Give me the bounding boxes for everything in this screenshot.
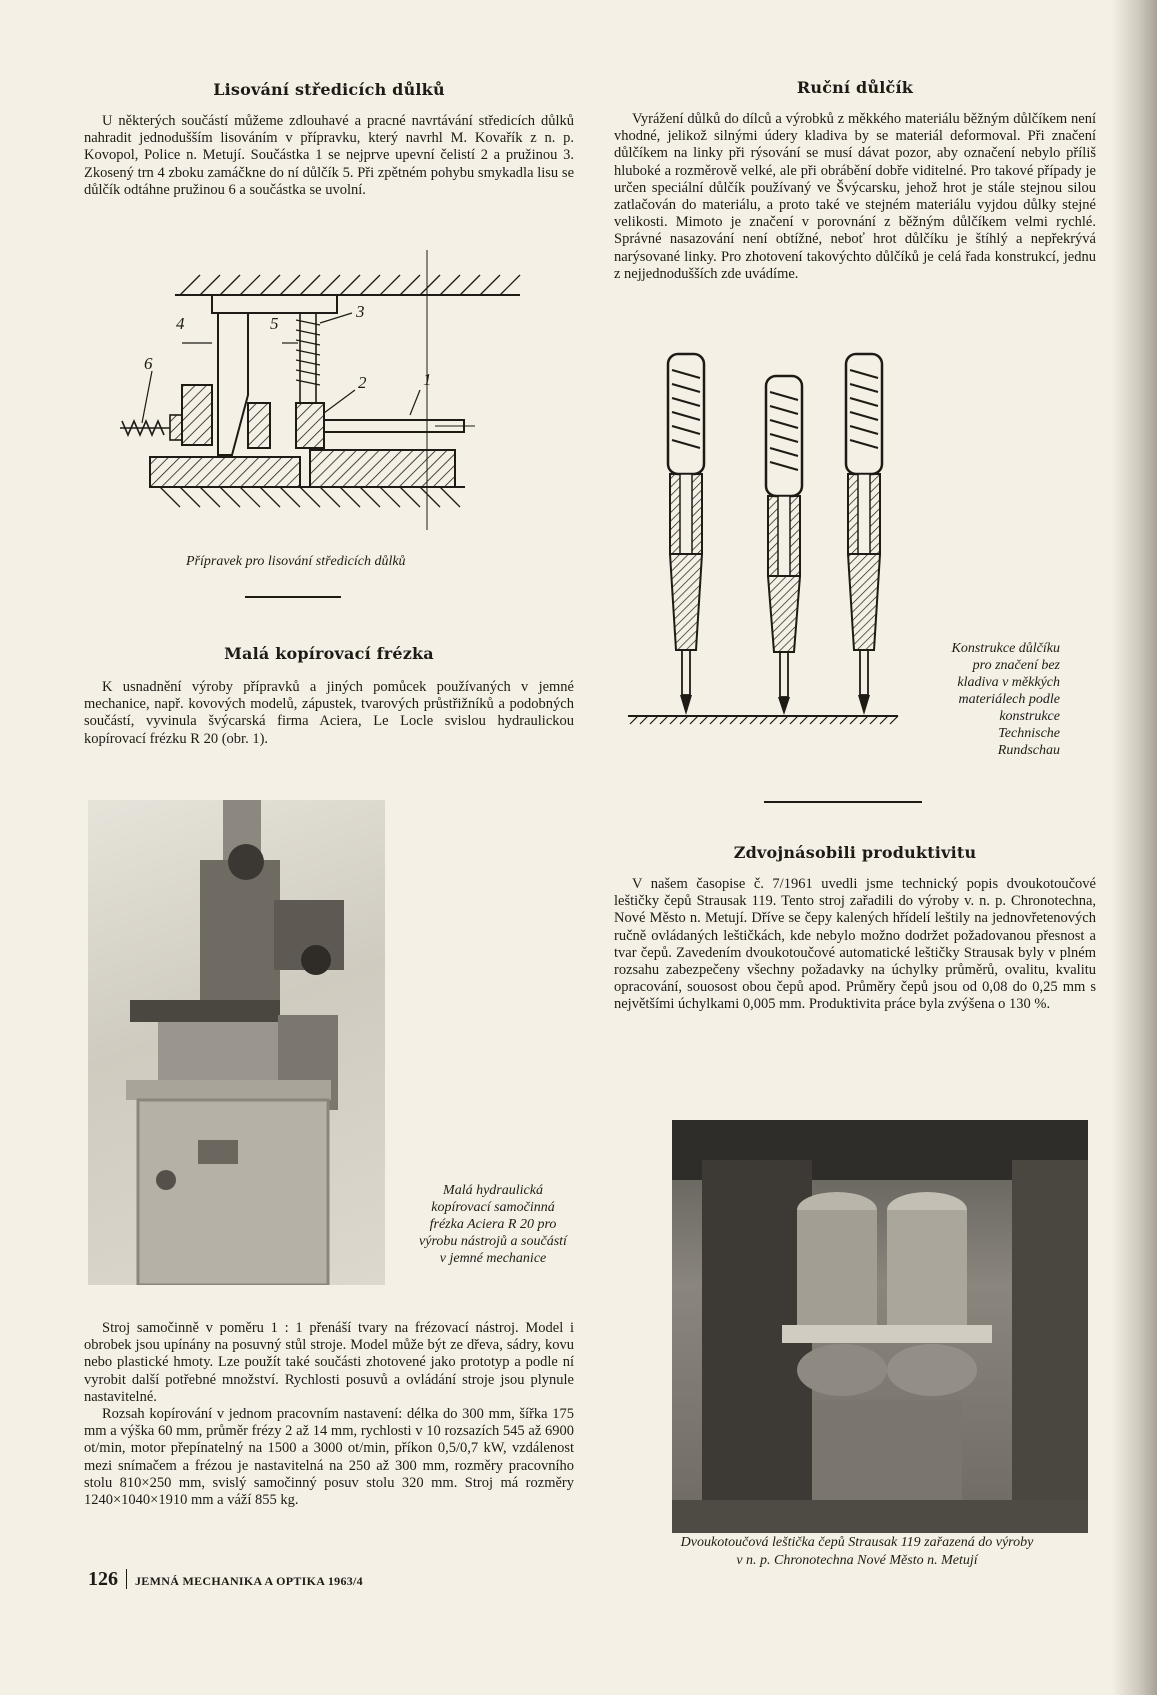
article-title: Malá kopírovací frézka xyxy=(224,644,434,663)
article-body-2: Stroj samočinně v poměru 1 : 1 přenáší tvary na frézovací nástroj. Model i obrobek jsou upínány na posuvný stůl stroje. Model může být ze dřeva, sádry, kovu nebo plastické hmoty. Lze použít také součásti zhotovené jako prototyp a podle ní vyrobit další potřebné množství. Rychlosti posuvů a ovládání stroje jsou plynule nastavitelné. xyxy=(84,1320,574,1405)
page-number: 126 xyxy=(88,1568,118,1590)
label-4: 4 xyxy=(176,314,185,333)
article-kopirovaci-continued xyxy=(84,1320,574,1509)
footer-separator xyxy=(126,1569,127,1589)
label-5: 5 xyxy=(270,314,279,333)
label-1: 1 xyxy=(423,370,432,389)
divider-rule xyxy=(764,801,922,803)
article-produktivita xyxy=(614,843,1096,1014)
fixture-diagram xyxy=(120,245,560,535)
punch-diagram xyxy=(626,350,906,745)
article-title: Ruční důlčík xyxy=(796,78,914,97)
polishing-machine-photo xyxy=(672,1120,1088,1533)
article-body-3: Rozsah kopírování v jednom pracovním nastavení: délka do 300 mm, šířka 175 mm a výška 60 mm, průměr frézy 2 až 14 mm, rychlosti v 10 rozsazích 545 až 6900 ot/min, motor přepínatelný na 1500 a 3000 ot/min, příkon 0,5/0,7 kW, vzdálenost mezi snímačem a frézou je nastavitelná na 250 až 300 mm, rozměry pracovního stolu 810×250 mm, svislý samočinný posuv stolu 320 mm. Stroj má rozměry 1240×1040×1910 mm a váží 855 kg. xyxy=(84,1406,574,1509)
label-2: 2 xyxy=(358,373,367,392)
divider-rule xyxy=(245,596,341,598)
fixture-caption: Přípravek pro lisování středicích důlků xyxy=(186,554,406,569)
article-title: Lisování středicích důlků xyxy=(213,80,445,99)
punch-1 xyxy=(668,354,704,715)
label-6: 6 xyxy=(144,354,153,373)
polishing-machine-caption-line2: v n. p. Chronotechna Nové Město n. Metují xyxy=(736,1553,978,1568)
article-kopirovaci xyxy=(84,644,574,748)
article-lisovani xyxy=(84,80,574,199)
article-body: Vyrážení důlků do dílců a výrobků z měkkého materiálu běžným důlčíkem není vhodné, jelikož silnými údery kladiva by se materiál deformoval. Při značení důlčíkem na linky při rýsování se musí dávat pozor, aby označení nebylo příliš hluboké a rozměrově velké, ale při obrábění dobře viditelné. Pro takové případy je určen speciální důlčík používaný ve Švýcarsku, jehož hrot je stále stejnou silou zatlačován do materiálu, a proto také ve stejném materiálu vyjdou důlky stejné velikosti. Mimoto je značení v porovnání z běžným důlčíkem velmi rychlé. Správné nasazování není obtížné, neboť hrot důlčíku je štíhlý a nepřekrývá narýsované linky. Pro zhotovení takovýchto důlčíků je celá řada konstrukcí, jednu z nejjednodušších zde uvádíme. xyxy=(614,111,1096,282)
punch-3 xyxy=(846,354,882,715)
punch-caption: Konstrukce důlčíku pro značení bez kladiva v měkkých materiálech podle konstrukce Technische Rundschau xyxy=(951,641,1060,758)
article-title: Zdvojnásobili produktivitu xyxy=(733,843,977,862)
journal-name: JEMNÁ MECHANIKA A OPTIKA 1963/4 xyxy=(135,1574,363,1588)
article-body: U některých součástí můžeme zdlouhavé a pracné navrtávání středicích důlků nahradit jednodušším lisováním v přípravku, který navrhl M. Kovařík z n. p. Kovopol, Police n. Metují. Součástka 1 se nejprve upevní čelistí 2 a pružinou 3. Zkosený trn 4 zboku zamáčkne do ní důlčík 5. Při zpětném pohybu smykadla lisu se důlčík odtáhne pružinou 6 a součástka se uvolní. xyxy=(84,113,574,198)
page-edge-shadow xyxy=(1112,0,1157,1695)
milling-machine-caption: Malá hydraulická kopírovací samočinná frézka Aciera R 20 pro výrobu nástrojů a součástí v jemné mechanice xyxy=(419,1183,567,1266)
label-3: 3 xyxy=(356,302,365,321)
article-body: V našem časopise č. 7/1961 uvedli jsme technický popis dvoukotoučové leštičky čepů Strausak 119. Tento stroj zařadili do výroby v. n. p. Chronotechna, Nové Město n. Metují. Dříve se čepy kalených hřídelí leštily na jednovřetenových ručně ovládaných leštičkách, kde nebylo možno dodržet požadovanou přesnost a tvar čepů. Zavedením dvoukotoučové automatické leštičky Strausak byly v plném rozsahu zabezpečeny všechny požadavky na úchylky průměrů, ovalitu, kvalitu opracování, souosost obou čepů apod. Průměry čepů jsou od 0,08 do 0,25 mm s největšími úchylkami 0,005 mm. Produktivita práce byla zvýšena o 130 %. xyxy=(614,876,1096,1013)
article-dulcik xyxy=(614,78,1096,283)
polishing-machine-caption-line1: Dvoukotoučová leštička čepů Strausak 119 zařazená do výroby xyxy=(680,1535,1034,1550)
article-body: K usnadnění výroby přípravků a jiných pomůcek používaných v jemné mechanice, např. kovových modelů, zápustek, tvarových průstřižníků a podobných součástí, vyvinula švýcarská firma Aciera, Le Locle svislou hydraulickou kopírovací frézku R 20 (obr. 1). xyxy=(84,679,574,747)
page-footer xyxy=(88,1568,363,1591)
milling-machine-photo xyxy=(88,800,385,1285)
punch-2 xyxy=(766,376,802,715)
